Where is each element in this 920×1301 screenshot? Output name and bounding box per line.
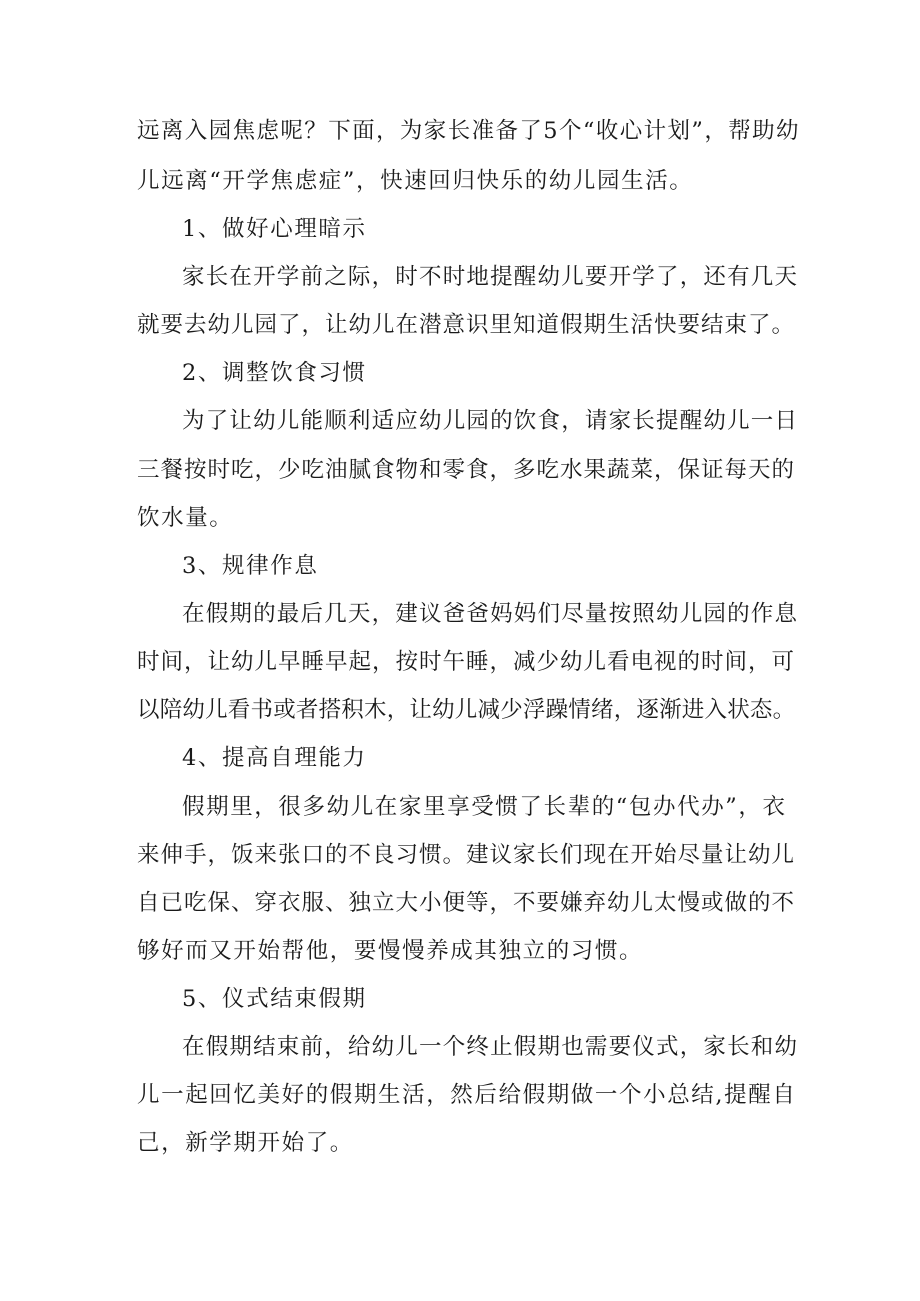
paragraph-line: 就要去幼儿园了，让幼儿在潜意识里知道假期生活快要结束了。 [137, 312, 796, 338]
section-heading: 4、提高自理能力 [182, 745, 367, 771]
paragraph-line: 假期里，很多幼儿在家里享受惯了长辈的“包办代办”，衣 [182, 794, 787, 820]
paragraph-line: 己，新学期开始了。 [137, 1130, 354, 1156]
paragraph-line: 时间，让幼儿早睡早起，按时午睡，减少幼儿看电视的时间，可 [137, 649, 796, 675]
section-heading: 1、做好心理暗示 [182, 216, 367, 242]
paragraph-line: 为了让幼儿能顺利适应幼儿园的饮食，请家长提醒幼儿一日 [182, 408, 799, 434]
paragraph-line: 自已吃保、穿衣服、独立大小便等，不要嫌弃幼儿太慢或做的不 [137, 890, 796, 916]
paragraph-line: 儿远离“开学焦虑症”，快速回归快乐的幼儿园生活。 [137, 168, 694, 194]
section-heading: 2、调整饮食习惯 [182, 360, 367, 386]
paragraph-line: 够好而又开始帮他，要慢慢养成其独立的习惯。 [137, 938, 644, 964]
section-heading: 5、仪式结束假期 [182, 986, 367, 1012]
paragraph-line: 儿一起回忆美好的假期生活，然后给假期做一个小总结,提醒自 [137, 1082, 797, 1108]
section-heading: 3、规律作息 [182, 553, 319, 579]
paragraph-line: 在假期的最后几天，建议爸爸妈妈们尽量按照幼儿园的作息 [182, 601, 799, 627]
paragraph-line: 远离入园焦虑呢？下面，为家长准备了5个“收心计划”，帮助幼 [137, 118, 800, 144]
paragraph-line: 来伸手，饭来张口的不良习惯。建议家长们现在开始尽量让幼儿 [137, 842, 796, 868]
paragraph-line: 三餐按时吃，少吃油腻食物和零食，多吃水果蔬菜，保证每天的 [137, 457, 796, 483]
paragraph-line: 以陪幼儿看书或者搭积木，让幼儿减少浮躁情绪，逐渐进入状态。 [137, 697, 796, 723]
paragraph-line: 饮水量。 [137, 505, 234, 531]
paragraph-line: 家长在开学前之际，时不时地提醒幼儿要开学了，还有几天 [182, 264, 799, 290]
paragraph-line: 在假期结束前，给幼儿一个终止假期也需要仪式，家长和幼 [182, 1034, 799, 1060]
